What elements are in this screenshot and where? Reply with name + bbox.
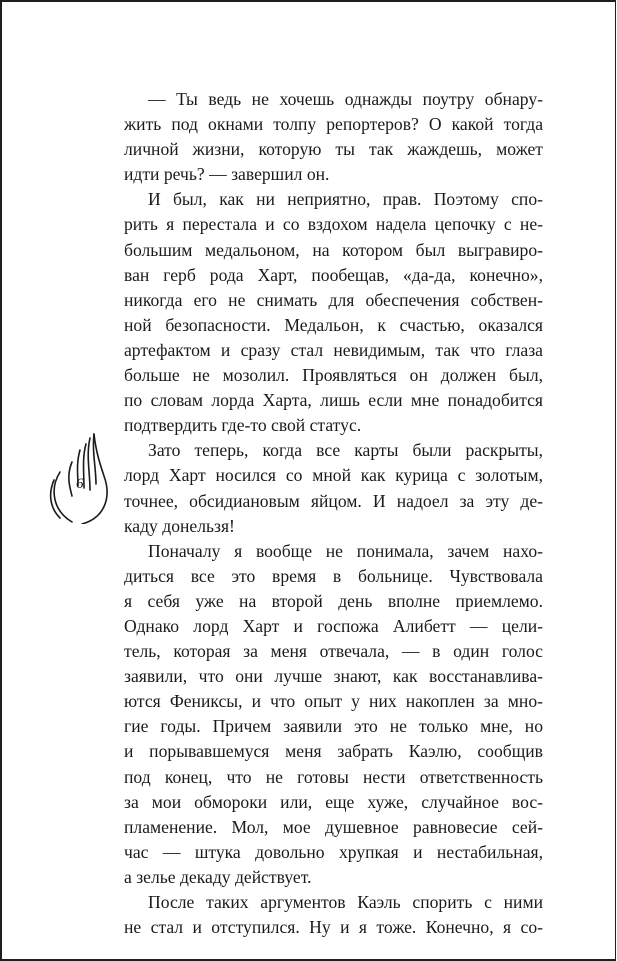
- text-line: не стал и отступился. Ну и я тоже. Конечно, я со-: [124, 917, 543, 938]
- text-line: личной жизни, которую ты так жаждешь, может: [124, 139, 543, 160]
- text-line: И был, как ни неприятно, прав. Поэтому спо-: [148, 189, 543, 210]
- text-line: час — штука довольно хрупкая и нестабильная,: [124, 841, 543, 862]
- text-line: под конец, что не готовы нести ответственность: [124, 766, 543, 787]
- text-line: большим медальоном, на котором был выгравиро-: [124, 239, 543, 260]
- text-line: ван герб рода Харт, пообещав, «да-да, конечно»,: [124, 264, 543, 285]
- text-line: идти речь? — завершил он.: [124, 164, 330, 185]
- text-line: заявили, что они лучше знают, как восстанавлива-: [124, 666, 543, 687]
- text-line: лорд Харт носился со мной как курица с золотым,: [124, 465, 543, 486]
- text-line: ной безопасности. Медальон, к счастью, оказался: [124, 314, 543, 335]
- text-line: по словам лорда Харта, лишь если мне понадобится: [124, 390, 543, 411]
- text-line: каду донельзя!: [124, 515, 235, 536]
- text-line: жить под окнами толпу репортеров? О какой тогда: [124, 114, 543, 135]
- text-line: артефактом и сразу стал невидимым, так что глаза: [124, 339, 543, 360]
- text-line: и порывавшемуся меня забрать Каэлю, сообщив: [124, 741, 543, 762]
- text-line: После таких аргументов Каэль спорить с ними: [148, 892, 543, 912]
- text-line: пламенение. Мол, мое душевное равновесие сей-: [124, 816, 543, 837]
- text-line: ются Фениксы, и что опыт у них накоплен за мно-: [124, 691, 543, 712]
- text-line: подтвердить где-то свой статус.: [124, 415, 362, 436]
- text-line: Поначалу я вообще не понимала, зачем нахо-: [148, 540, 543, 561]
- text-line: Однако лорд Харт и госпожа Алибетт — цели-: [124, 615, 543, 636]
- text-line: — Ты ведь не хочешь однажды поутру обнару-: [148, 89, 543, 109]
- text-line: гие годы. Причем заявили это не только мне, но: [124, 716, 543, 737]
- text-line: больше не мозолил. Проявляться он должен был,: [124, 365, 543, 386]
- text-line: я себя уже на второй день вполне приемлемо.: [124, 590, 543, 611]
- text-line: точнее, обсидиановым яйцом. И надоел за эту де-: [124, 490, 543, 511]
- text-line: диться все это время в больнице. Чувствовала: [124, 565, 543, 586]
- page-number: 6: [76, 476, 84, 492]
- text-line: рить я перестала и со вздохом надела цепочку с не-: [124, 214, 543, 235]
- text-line: никогда его не снимать для обеспечения собствен-: [124, 289, 543, 310]
- text-line: за мои обмороки или, еще хуже, случайное вос-: [124, 791, 543, 812]
- body-text: [124, 87, 543, 940]
- text-line: а зелье декаду действует.: [124, 866, 312, 887]
- text-line: Зато теперь, когда все карты были раскрыты,: [148, 440, 543, 461]
- text-line: тель, которая за меня отвечала, — в один голос: [124, 641, 543, 662]
